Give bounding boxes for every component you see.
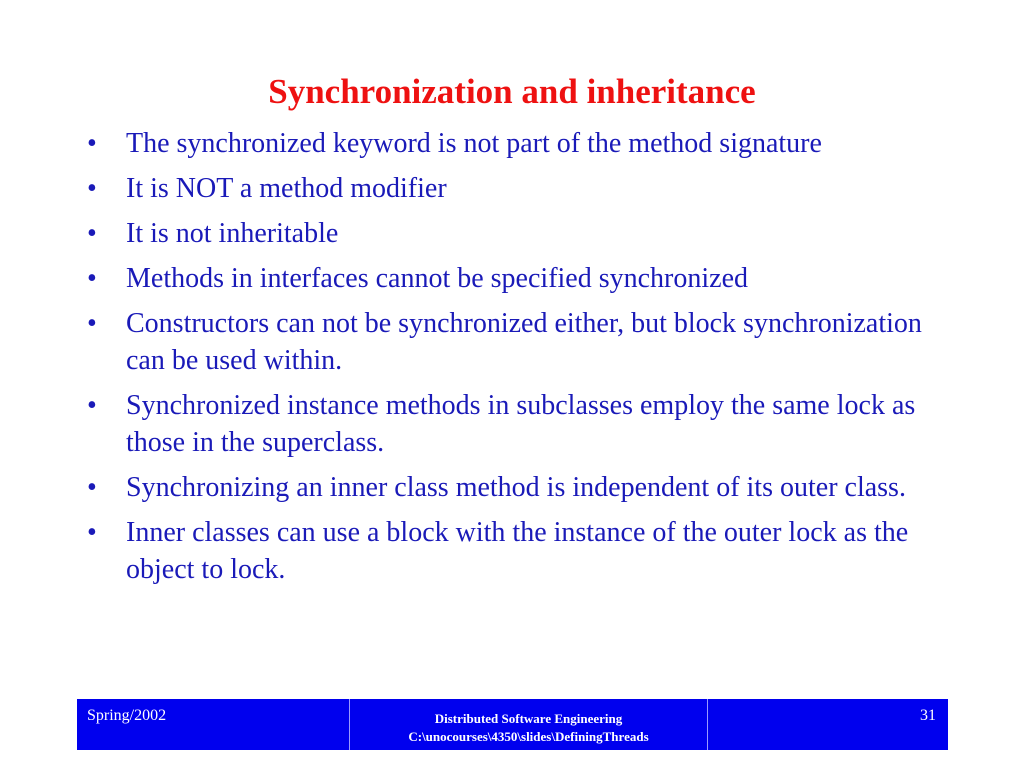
bullet-item — [84, 387, 954, 461]
bullet-item — [84, 469, 954, 506]
bullet-icon: • — [87, 390, 97, 421]
bullet-text: It is NOT a method modifier — [126, 173, 447, 204]
bullet-icon: • — [87, 308, 97, 339]
page-number: 31 — [920, 707, 936, 724]
bullet-item — [84, 215, 954, 252]
bullet-item — [84, 305, 954, 379]
bullet-text: The synchronized keyword is not part of the method signature — [126, 128, 822, 159]
bullet-item — [84, 514, 954, 588]
bullet-list — [84, 125, 954, 596]
bullet-text: Constructors can not be synchronized either, but block synchronization can be used within. — [126, 308, 922, 376]
bullet-text: Synchronizing an inner class method is independent of its outer class. — [126, 472, 906, 503]
bullet-icon: • — [87, 472, 97, 503]
footer-date: Spring/2002 — [77, 699, 350, 750]
footer-course-title: Distributed Software Engineering — [434, 711, 623, 726]
bullet-icon: • — [87, 517, 97, 548]
bullet-text: Synchronized instance methods in subclasses employ the same lock as those in the superclass. — [126, 390, 916, 458]
footer-file-path: C:\unocourses\4350\slides\DefiningThreads — [408, 729, 649, 744]
bullet-text: Methods in interfaces cannot be specified synchronized — [126, 263, 749, 294]
bullet-item — [84, 125, 954, 162]
bullet-text: Inner classes can use a block with the instance of the outer lock as the object to lock. — [126, 517, 909, 585]
slide-title: Synchronization and inheritance — [268, 72, 756, 111]
footer-bar — [77, 699, 948, 750]
bullet-icon: • — [87, 128, 97, 159]
bullet-icon: • — [87, 218, 97, 249]
bullet-icon: • — [87, 173, 97, 204]
bullet-item — [84, 170, 954, 207]
bullet-text: It is not inheritable — [126, 218, 339, 249]
footer-course — [350, 699, 708, 750]
bullet-item — [84, 260, 954, 297]
bullet-icon: • — [87, 263, 97, 294]
